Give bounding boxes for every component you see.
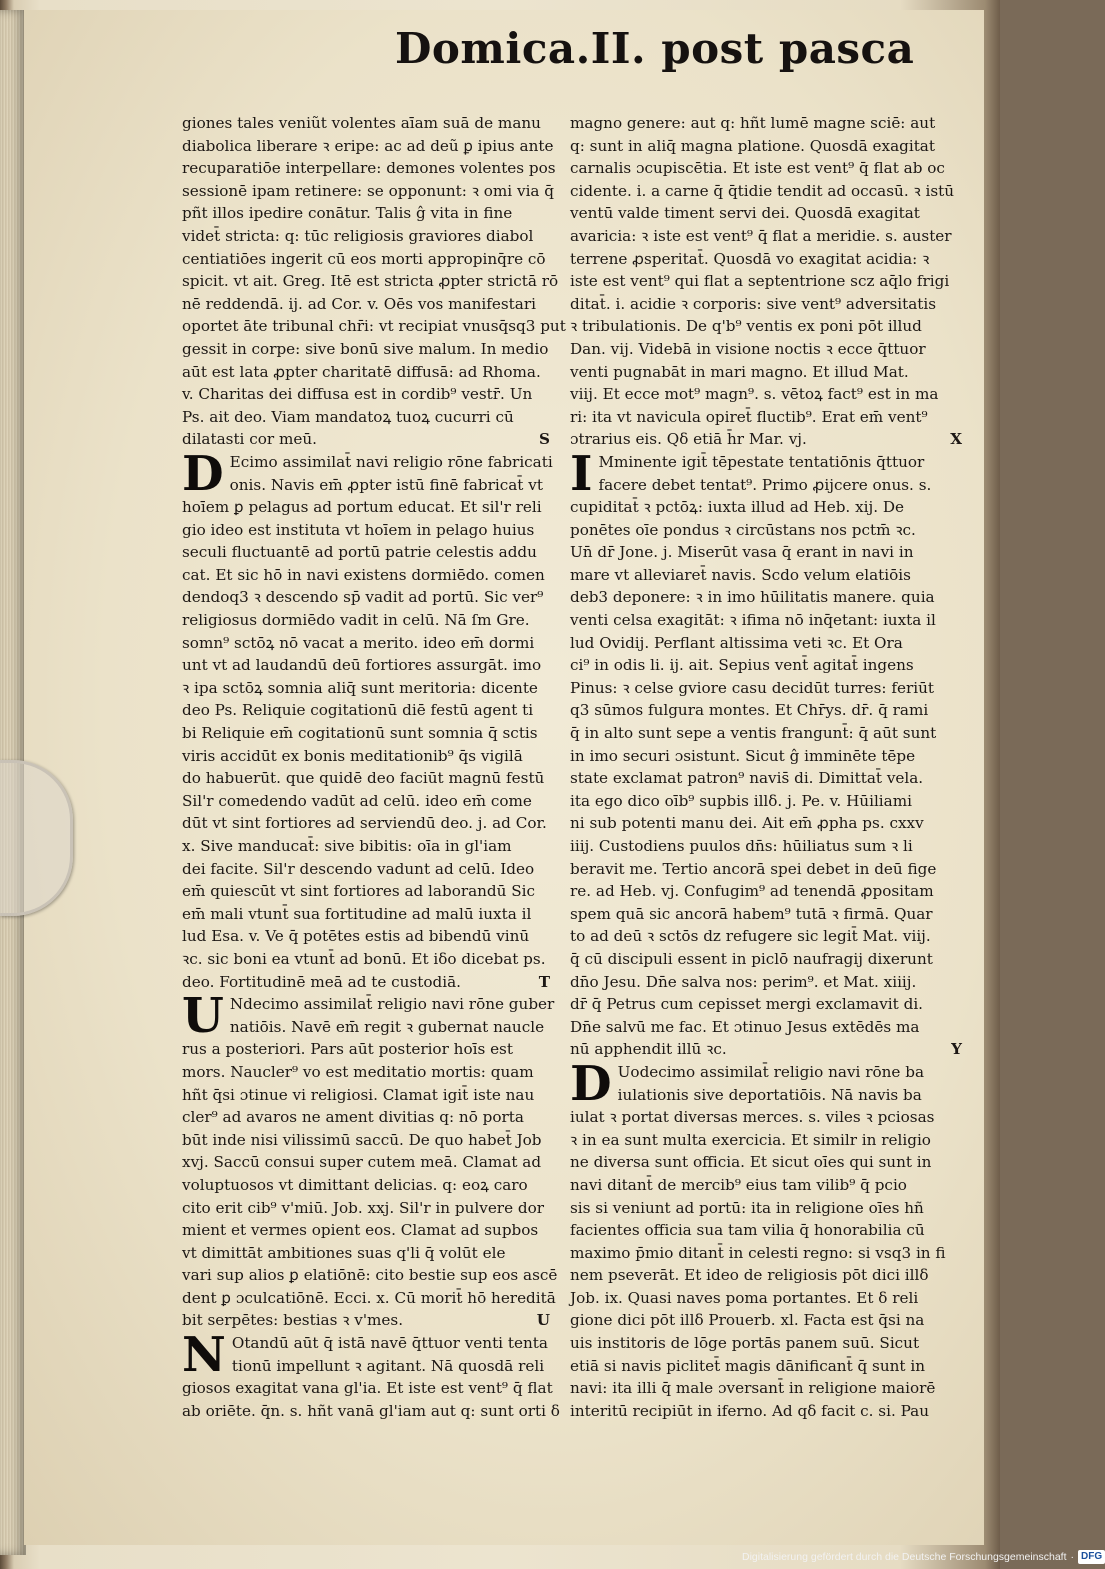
text-line — [182, 1038, 550, 1061]
section-marker: S — [539, 430, 550, 449]
line-text: interitū recipiūt in iferno. Ad qδ facit c. si. Pau — [570, 1401, 929, 1420]
text-line — [182, 677, 550, 700]
text-line — [570, 519, 962, 542]
line-text: q3 sūmos fulgura montes. Et Chr̄ys. dr̄. q̄ rami — [570, 701, 929, 720]
line-text: vari sup alios ꝑ elatiōnē: cito bestie sup eos ascē — [182, 1266, 558, 1285]
line-text: ɔtrarius eis. Qδ etiā h̄r Mar. vj. — [570, 430, 807, 449]
text-line — [182, 428, 550, 451]
line-text: ne diversa sunt officia. Et sicut oīes qui sunt in — [570, 1153, 932, 1172]
line-text: q: sunt in aliq̄ magna platione. Quosdā exagitat — [570, 136, 935, 155]
left-column — [182, 112, 566, 1422]
text-line — [182, 880, 550, 903]
line-text: lud Esa. v. Ve q̄ potētes estis ad bibendū vinū — [182, 927, 530, 946]
text-line — [570, 699, 962, 722]
drop-cap: U — [182, 988, 224, 1045]
line-text: ditat̄. i. acidie ꝛ corporis: sive vent⁹ adversitatis — [570, 294, 937, 313]
text-line — [570, 586, 962, 609]
text-line — [570, 1332, 962, 1355]
line-text: tionū impellunt ꝛ agitant. Nā quosdā reli — [231, 1356, 545, 1375]
text-line — [570, 270, 962, 293]
text-line — [182, 180, 555, 203]
section-marker: T — [538, 972, 550, 991]
text-line — [182, 767, 550, 790]
text-line — [182, 903, 550, 926]
text-line — [570, 1084, 962, 1107]
line-text: Otandū aūt q̄ istā navē q̄ttuor venti tenta — [231, 1334, 548, 1353]
text-line — [182, 406, 550, 429]
dfg-logo: DFG — [1078, 1550, 1105, 1564]
text-line — [570, 361, 962, 384]
text-line — [182, 790, 550, 813]
line-text: dei facite. Sil'r descendo vadunt ad celū. Ideo — [182, 859, 535, 878]
line-text: Ecimo assimilat̄ navi religio rōne fabricati — [229, 452, 553, 471]
digitization-credit — [742, 1548, 1103, 1566]
text-line — [570, 1219, 962, 1242]
line-text: vt dimittāt ambitiones suas q'li q̄ volūt ele — [182, 1243, 506, 1262]
text-line — [182, 835, 550, 858]
text-line — [182, 338, 550, 361]
text-line — [182, 1377, 553, 1400]
text-line — [570, 812, 962, 835]
text-line — [570, 564, 962, 587]
line-text: somn⁹ sctōꝝ nō vacat a merito. ideo em̄ dormi — [182, 633, 535, 652]
line-text: em̄ mali vtunt̄ sua fortitudine ad malū iuxta il — [182, 904, 532, 923]
text-line — [182, 1219, 550, 1242]
text-line — [182, 1129, 550, 1152]
line-text: Un̄ dr̄ Jone. j. Miserūt vasa q̄ erant in navi in — [570, 543, 914, 562]
text-line — [570, 1151, 962, 1174]
line-text: būt inde nisi vilissimū saccū. De quo habet̄ Job — [182, 1130, 542, 1149]
text-line — [570, 157, 962, 180]
line-text: ab oriēte. q̄n. s. hñt vanā gl'iam aut q: sunt orti δ — [182, 1401, 560, 1420]
line-text: bi Reliquie em̄ cogitationū sunt somnia q̄ sctis — [182, 724, 538, 743]
line-text: facere debet tentat⁹. Primo ꝓijcere onus. s. — [598, 475, 932, 494]
text-line — [182, 1061, 550, 1084]
line-text: centiatiōes ingerit cū eos morti appropinq̄re cō — [182, 249, 546, 268]
line-text: v. Charitas dei diffusa est in cordib⁹ vestr̄. Un — [182, 385, 533, 404]
text-line — [182, 586, 550, 609]
text-line — [570, 609, 962, 632]
text-line — [182, 1355, 550, 1378]
text-line — [570, 474, 962, 497]
line-text: dilatasti cor meū. — [182, 430, 317, 449]
line-text: oportet āte tribunal chr̄i: vt recipiat vnusq̄sq3 put — [182, 317, 566, 336]
line-text: deo Ps. Reliquie cogitationū diē festū agent ti — [182, 701, 534, 720]
line-text: cupiditat̄ ꝛ pctōꝝ: iuxta illud ad Heb. xij. De — [570, 498, 905, 517]
text-line — [570, 1197, 962, 1220]
text-line — [182, 925, 550, 948]
text-line — [570, 112, 962, 135]
line-text: ponētes oīe pondus ꝛ circūstans nos pctm̄ ꝛc. — [570, 520, 916, 539]
line-text: ꝛ in ea sunt multa exercicia. Et similr in religio — [570, 1130, 931, 1149]
line-text: dent ꝑ ɔculcatiōnē. Ecci. x. Cū morit̄ hō hereditā — [182, 1288, 556, 1307]
line-text: religiosus dormiēdo vadit in celū. Nā ſm Gre. — [182, 611, 530, 630]
line-text: ꝛ ipa sctōꝝ somnia aliq̄ sunt meritoria: dicente — [182, 678, 538, 697]
line-text: seculi fluctuantē ad portū patrie celestis addu — [182, 543, 537, 562]
line-text: cler⁹ ad avaros ne ament divitias q: nō porta — [182, 1108, 524, 1127]
text-line — [182, 135, 554, 158]
line-text: etiā si navis piclitet̄ magis dānificant̄ q̄ sunt in — [570, 1356, 925, 1375]
line-text: Dn̄e salvū me fac. Et ɔtinuo Jesus extēdēs ma — [570, 1017, 920, 1036]
line-text: avaricia: ꝛ iste est vent⁹ q̄ flat a meridie. s. auster — [570, 226, 952, 245]
line-text: natiōis. Navē em̄ regit ꝛ gubernat naucle — [229, 1017, 545, 1036]
line-text: dendoq3 ꝛ descendo sp̄ vadit ad portū. Sic ver⁹ — [182, 588, 544, 607]
drop-cap: D — [570, 1055, 612, 1112]
text-line — [570, 790, 962, 813]
text-line — [570, 338, 962, 361]
text-line — [182, 1242, 550, 1265]
line-text: re. ad Heb. vj. Confugim⁹ ad tenendā ꝓpositam — [570, 882, 934, 901]
line-text: dr̄ q̄ Petrus cum cepisset mergi exclamavit di. — [570, 995, 924, 1014]
text-line — [182, 496, 550, 519]
running-title: Domica.II. post pasca — [395, 24, 915, 73]
line-text: viris accidūt ex bonis meditationib⁹ q̄s vigilā — [182, 746, 523, 765]
text-line — [570, 1129, 962, 1152]
line-text: ventū valde timent servi dei. Quosdā exagitat — [570, 204, 920, 223]
text-line — [182, 315, 566, 338]
text-line — [570, 880, 962, 903]
line-text: navi ditant̄ de mercib⁹ eius tam vilib⁹ q̄ pcio — [570, 1175, 907, 1194]
line-text: videt̄ stricta: q: tūc religiosis graviores diabol — [182, 226, 534, 245]
line-text: giosos exagitat vana gl'ia. Et iste est vent⁹ q̄ flat — [182, 1379, 553, 1398]
line-text: cat. Et sic hō in navi existens dormiēdo. comen — [182, 565, 545, 584]
line-text: uis institoris de lōge portās panem suū. Sicut — [570, 1334, 920, 1353]
text-line — [182, 812, 550, 835]
line-text: spicit. vt ait. Greg. Itē est stricta ꝓpter strictā rō — [182, 272, 559, 291]
text-line — [182, 699, 550, 722]
line-text: nū apphendit illū ꝛc. — [570, 1040, 727, 1059]
line-text: gio ideo est instituta vt hoīem in pelago huius — [182, 520, 535, 539]
text-line — [182, 1400, 560, 1423]
text-line — [570, 202, 962, 225]
text-line — [182, 1174, 550, 1197]
line-text: facientes officia sua tam vilia q̄ honorabilia cū — [570, 1221, 925, 1240]
line-text: mient et vermes opient eos. Clamat ad supbos — [182, 1221, 539, 1240]
text-line — [182, 1106, 550, 1129]
section-marker: Y — [951, 1040, 962, 1059]
line-text: do habuerūt. que quidē deo faciūt magnū festū — [182, 769, 545, 788]
text-line — [570, 925, 962, 948]
text-line — [570, 225, 962, 248]
text-line — [570, 677, 962, 700]
line-text: iulat ꝛ portat diversas merces. s. viles ꝛ pciosas — [570, 1108, 935, 1127]
text-line — [182, 361, 550, 384]
text-line — [570, 948, 962, 971]
text-line — [182, 564, 550, 587]
line-text: gione dici pōt illδ Prouerb. xl. Facta est q̄si na — [570, 1311, 925, 1330]
text-line — [570, 248, 962, 271]
line-text: bit serpētes: bestias ꝛ v'mes. — [182, 1311, 404, 1330]
line-text: mors. Naucler⁹ vo est meditatio mortis: quam — [182, 1062, 534, 1081]
line-text: deb3 deponere: ꝛ in imo hūilitatis manere. quia — [570, 588, 935, 607]
line-text: terrene ꝓsperitat̄. Quosdā vo exagitat acidia: ꝛ — [570, 249, 930, 268]
line-text: giones tales veniũt volentes aīam suā de manu — [182, 114, 541, 132]
text-line — [182, 157, 556, 180]
text-line — [182, 112, 550, 135]
line-text: Sil'r comedendo vadūt ad celū. ideo em̄ come — [182, 791, 532, 810]
line-text: carnalis ɔcupiscētia. Et iste est vent⁹ q̄ flat ab oc — [570, 159, 945, 178]
line-text: recuparatiōe interpellare: demones volentes pos — [182, 159, 556, 178]
line-text: pñt illos ipedire conātur. Talis ĝ vita in fine — [182, 204, 513, 223]
text-line — [570, 745, 962, 768]
line-text: maximo p̄mio ditant̄ in celesti regno: si vsq3 in fi — [570, 1243, 946, 1262]
text-line — [570, 496, 962, 519]
line-text: Dan. vij. Videbā in visione noctis ꝛ ecce q̄ttuor — [570, 339, 926, 358]
line-text: beravit me. Tertio ancorā spei debet in deū fige — [570, 859, 937, 878]
section-marker: X — [950, 430, 962, 449]
line-text: gessit in corpe: sive bonū sive malum. In medio — [182, 339, 549, 358]
line-text: rus a posteriori. Pars aūt posterior hoīs est — [182, 1040, 513, 1059]
line-text: dūt vt sint fortiores ad serviendū deo. j. ad Cor. — [182, 814, 547, 833]
text-line — [570, 541, 962, 564]
line-text: nem pseverāt. Et ideo de religiosis pōt dici illδ — [570, 1266, 929, 1285]
text-line — [182, 1084, 550, 1107]
text-line — [182, 858, 550, 881]
line-text: ꝛ tribulationis. De q'b⁹ ventis ex poni pōt illud — [570, 317, 922, 336]
text-line — [570, 293, 962, 316]
text-line — [570, 1174, 962, 1197]
line-text: viij. Et ecce mot⁹ magn⁹. s. vētoꝝ fact⁹ est in ma — [570, 385, 939, 404]
text-line — [182, 632, 550, 655]
line-text: dn̄o Jesu. Dn̄e salva nos: perim⁹. et Mat. xiiij. — [570, 972, 917, 991]
text-line — [182, 248, 550, 271]
text-line — [570, 971, 962, 994]
text-line — [570, 1309, 962, 1332]
text-line — [570, 406, 962, 429]
line-text: q̄ in alto sunt sepe a ventis frangunt̄: q̄ aūt sunt — [570, 724, 937, 743]
line-text: mare vt alleviaret̄ navis. Scdo velum elatiōis — [570, 565, 911, 584]
text-line — [570, 654, 962, 677]
line-text: in imo securi ɔsistunt. Sicut ĝ imminēte tēpe — [570, 746, 916, 765]
text-line — [570, 1106, 962, 1129]
line-text: to ad deū ꝛ sctōs dz refugere sic legit̄ Mat. viij. — [570, 927, 931, 946]
text-line — [570, 1377, 962, 1400]
line-text: iiij. Custodiens puulos dn̄s: hūiliatus sum ꝛ li — [570, 837, 913, 855]
text-line — [182, 383, 550, 406]
text-line — [182, 722, 550, 745]
text-line — [182, 270, 559, 293]
line-text: Uodecimo assimilat̄ religio navi rōne ba — [617, 1062, 925, 1081]
drop-cap: D — [182, 445, 224, 502]
section-marker: U — [536, 1311, 550, 1330]
line-text: q̄ cū discipuli essent in piclō naufragij dixerunt — [570, 949, 933, 968]
text-line — [182, 1016, 550, 1039]
line-text: spem quā sic ancorā habem⁹ tutā ꝛ firmā. Quar — [570, 904, 933, 923]
line-text: sis si veniunt ad portū: ita in religione oīes hñ — [570, 1198, 924, 1217]
line-text: venti pugnabāt in mari magno. Et illud Mat. — [570, 362, 909, 381]
line-text: ni sub potenti manu dei. Ait em̄ ꝓpha ps. cxxv — [570, 814, 924, 833]
line-text: xvj. Saccū consui super cutem meā. Clamat ad — [182, 1153, 542, 1172]
text-line — [570, 835, 962, 858]
text-line — [570, 993, 962, 1016]
line-text: voluptuosos vt dimittant delicias. q: eoꝝ caro — [182, 1175, 528, 1194]
text-line — [570, 1400, 962, 1423]
line-text: iulationis sive deportatiōis. Nā navis ba — [617, 1085, 922, 1104]
text-line — [182, 1197, 550, 1220]
line-text: state exclamat patron⁹ navis̄ di. Dimittat̄ vela. — [570, 769, 924, 788]
line-text: deo. Fortitudinē meā ad te custodiā. — [182, 972, 461, 991]
text-line — [182, 541, 550, 564]
text-line — [182, 1151, 550, 1174]
line-text: nē reddendā. ij. ad Cor. v. Oēs vos manifestari — [182, 294, 536, 313]
line-text: navi: ita illi q̄ male ɔversant̄ in religione maiorē — [570, 1379, 936, 1398]
text-line — [570, 428, 962, 451]
text-line — [570, 722, 962, 745]
line-text: Ndecimo assimilat̄ religio navi rōne guber — [229, 995, 555, 1014]
text-line — [182, 745, 550, 768]
text-line — [570, 180, 962, 203]
text-line — [570, 858, 962, 881]
line-text: iste est vent⁹ qui flat a septentrione scz aq̄lo frigi — [570, 272, 950, 291]
line-text: onis. Navis em̄ ꝓpter istū finē fabricat̄ vt — [229, 475, 543, 494]
text-line — [182, 948, 550, 971]
line-text: cito erit cib⁹ v'miū. Job. xxj. Sil'r in pulvere dor — [182, 1198, 545, 1217]
text-line — [570, 1038, 962, 1061]
credit-separator: · — [1070, 1551, 1075, 1563]
line-text: em̄ quiescūt vt sint fortiores ad laborandū Sic — [182, 882, 536, 901]
credit-text: Digitalisierung gefördert durch die Deutsche Forschungsgemeinschaft — [742, 1551, 1067, 1563]
line-text: Mminente igit̄ tēpestate tentatiōnis q̄ttuor — [598, 452, 925, 471]
line-text: ita ego dico oīb⁹ supbis illδ. j. Pe. v. Hūiliami — [570, 791, 912, 810]
text-line — [570, 1355, 962, 1378]
text-line — [182, 519, 550, 542]
line-text: aūt est lata ꝓpter charitatē diffusā: ad Rhoma. — [182, 362, 541, 381]
text-line — [570, 1016, 962, 1039]
text-line — [182, 293, 550, 316]
line-text: sessionē ipam retinere: se opponunt: ꝛ omi via q̄ — [182, 181, 555, 200]
text-line — [570, 1287, 962, 1310]
line-text: hoīem ꝑ pelagus ad portum educat. Et sil'r reli — [182, 498, 542, 517]
text-line — [182, 609, 550, 632]
text-line — [570, 383, 962, 406]
text-line — [570, 315, 962, 338]
text-line — [182, 202, 550, 225]
text-line — [182, 1309, 550, 1332]
line-text: hñt q̄si ɔtinue vi religiosi. Clamat igit̄ iste nau — [182, 1085, 535, 1104]
text-line — [182, 474, 550, 497]
text-line — [570, 767, 962, 790]
text-line — [570, 632, 962, 655]
text-line — [182, 1287, 556, 1310]
text-line — [182, 1264, 558, 1287]
drop-cap: I — [570, 445, 593, 502]
text-line — [182, 225, 550, 248]
text-line — [182, 654, 550, 677]
line-text: ci⁹ in odis li. ij. ait. Sepius vent̄ agitat̄ ingens — [570, 656, 914, 675]
line-text: diabolica liberare ꝛ eripe: ac ad deũ ꝑ ipius ante — [182, 136, 554, 155]
line-text: venti celsa exagitāt: ꝛ ifima nō inq̄etant: iuxta il — [570, 611, 936, 630]
text-line — [570, 1242, 962, 1265]
text-line — [570, 1264, 962, 1287]
line-text: ꝛc. sic boni ea vtunt̄ ad bonū. Et iδo dicebat ps. — [182, 949, 546, 968]
line-text: ri: ita vt navicula opiret̄ fluctib⁹. Erat em̄ vent⁹ — [570, 407, 928, 426]
text-line — [570, 903, 962, 926]
text-line — [182, 971, 550, 994]
line-text: cidente. i. a carne q̄ q̄tidie tendit ad occasū. ꝛ istū — [570, 181, 955, 200]
drop-cap: N — [182, 1327, 226, 1384]
line-text: Ps. ait deo. Viam mandatoꝝ tuoꝝ cucurri cū — [182, 407, 514, 426]
right-column — [570, 112, 962, 1422]
line-text: magno genere: aut q: hñt lumē magne sciē: aut — [570, 114, 936, 132]
line-text: Pinus: ꝛ celse gviore casu decidūt turres: feriūt — [570, 678, 934, 697]
line-text: unt vt ad laudandū deū fortiores assurgāt. imo — [182, 656, 542, 675]
line-text: x. Sive manducat̄: sive bibitis: oīa in gl'iam — [182, 837, 512, 855]
line-text: Job. ix. Quasi naves poma portantes. Et δ reli — [570, 1288, 919, 1307]
text-line — [570, 135, 962, 158]
line-text: lud Ovidij. Perflant altissima veti ꝛc. Et Ora — [570, 633, 903, 652]
